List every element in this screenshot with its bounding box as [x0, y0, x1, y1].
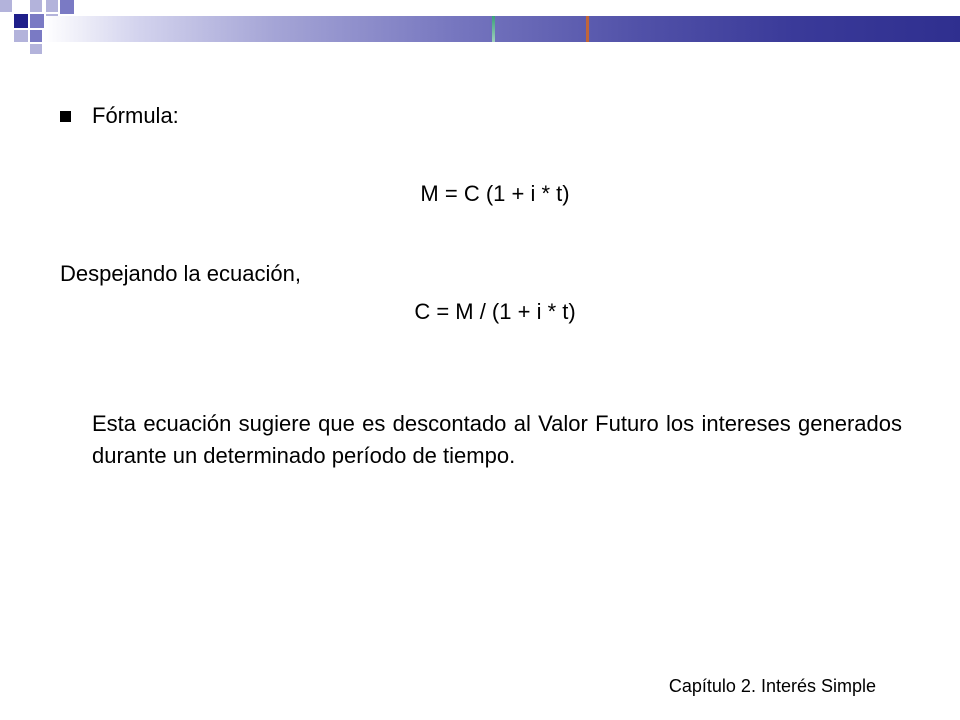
logo-square-navy [14, 14, 28, 28]
logo-square-light [30, 44, 42, 54]
logo-square-light [0, 0, 12, 12]
header-accent-teal [492, 16, 495, 42]
logo-square-light [30, 0, 42, 12]
footer-chapter: Capítulo 2. Interés Simple [668, 676, 876, 696]
logo-square-mid [60, 0, 74, 14]
formula-solved: C = M / (1 + i * t) [414, 299, 576, 324]
header-accent-orange [586, 16, 589, 42]
formula-main: M = C (1 + i * t) [420, 181, 570, 206]
logo-square-light [14, 30, 28, 42]
clearing-text: Despejando la ecuación, [60, 261, 301, 286]
logo-square-mid [30, 30, 42, 42]
logo-square-mid [30, 14, 44, 28]
logo-square-light [46, 0, 58, 12]
bullet-label: Fórmula: [92, 103, 179, 128]
bullet-icon [60, 111, 71, 122]
bullet-item [60, 100, 179, 132]
header-bar [44, 16, 960, 42]
explanation-paragraph: Esta ecuación sugiere que es descontado al Valor Futuro los intereses generados durante un determinado período de tiempo. [92, 411, 902, 468]
